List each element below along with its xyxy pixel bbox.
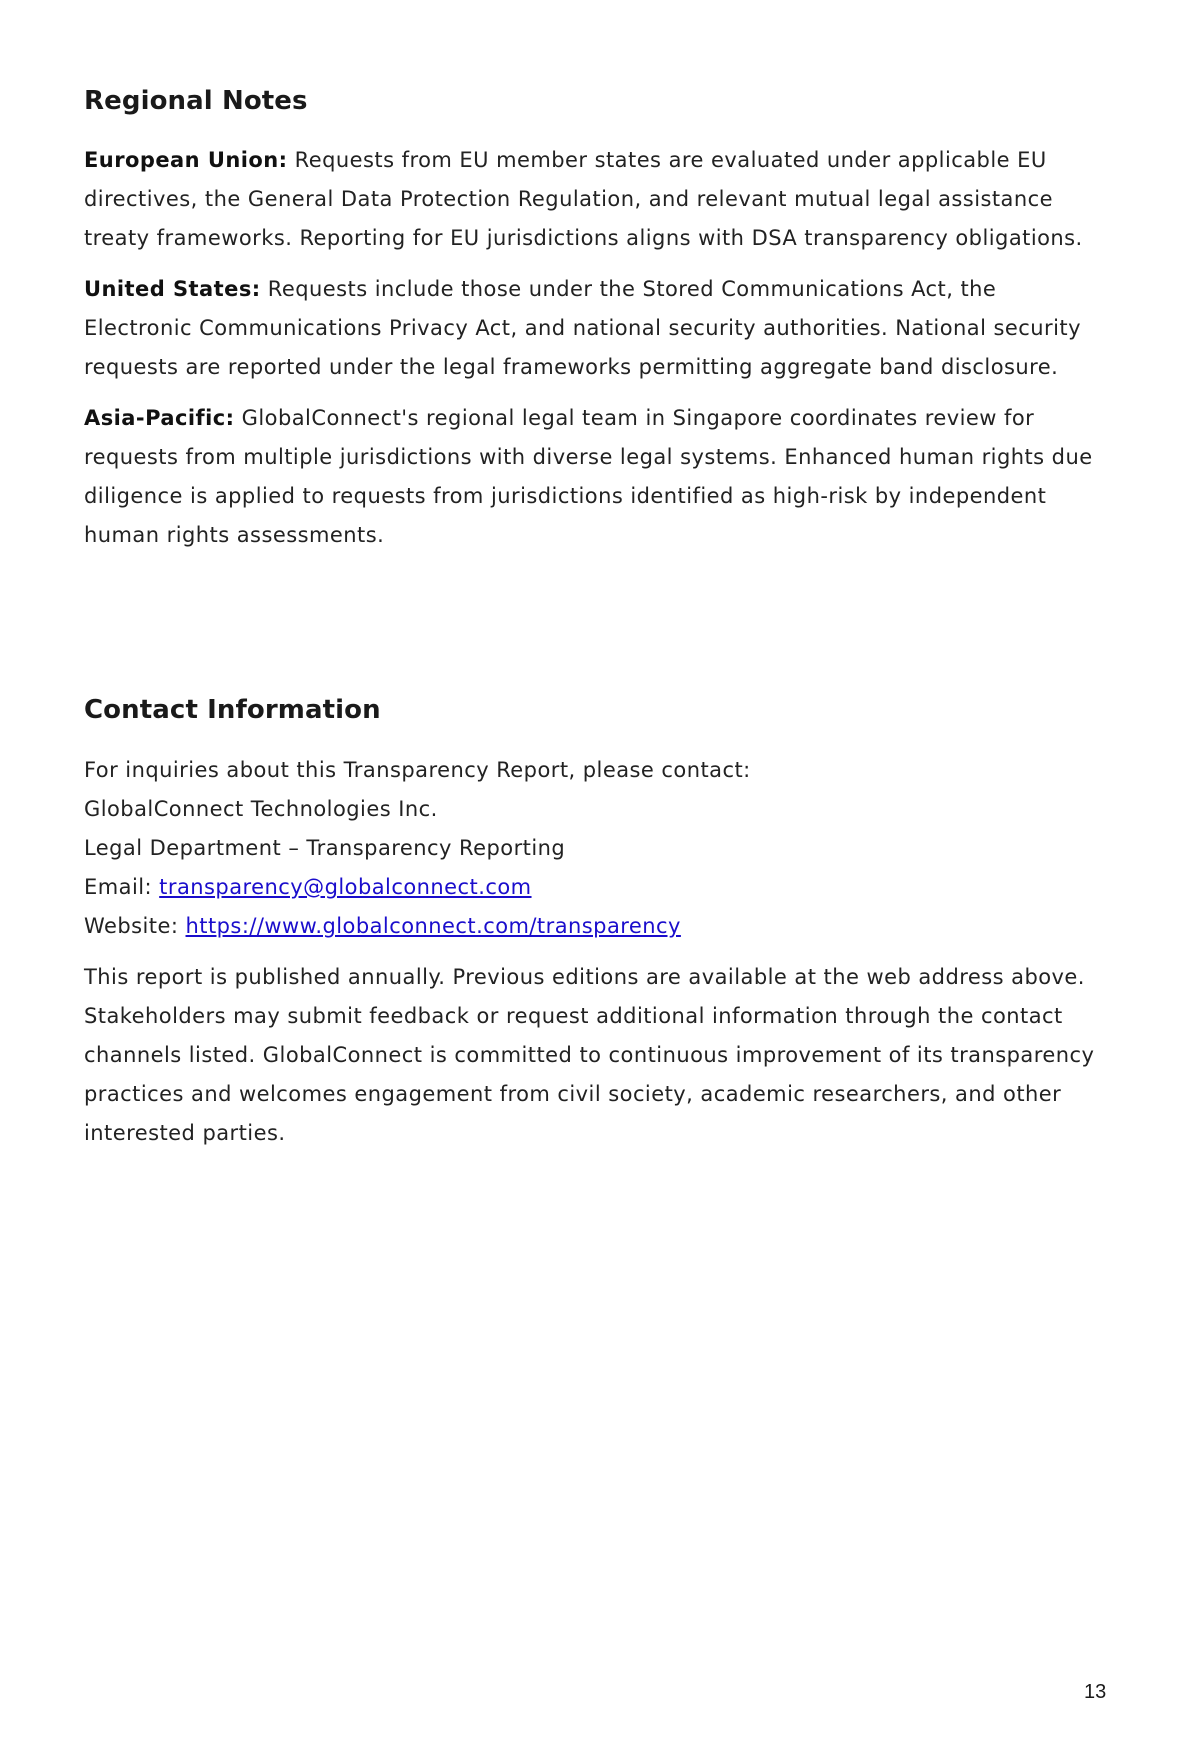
contact-website-line <box>84 907 1104 946</box>
contact-department: Legal Department – Transparency Reporting <box>84 836 566 860</box>
eu-text: Requests from EU member states are evaluated under applicable EU directives, the General Data Protection Regulation, and relevant mutual legal assistance treaty frameworks. Reporting for EU jurisdictions aligns with DSA transparency obligations. <box>84 148 1083 250</box>
contact-company: GlobalConnect Technologies Inc. <box>84 797 438 821</box>
contact-heading: Contact Information <box>84 695 381 725</box>
page-number: 13 <box>1084 1681 1107 1703</box>
email-link[interactable]: transparency@globalconnect.com <box>159 875 532 899</box>
apac-text: GlobalConnect's regional legal team in Singapore coordinates review for requests from multiple jurisdictions with diverse legal systems. Enhanced human rights due diligence is applied to requests from jurisdictions identified as high-risk by independent human rights assessments. <box>84 406 1093 547</box>
closing-paragraph: This report is published annually. Previous editions are available at the web address above. Stakeholders may submit feedback or request additional information through the contact channels listed. GlobalConnect is committed to continuous improvement of its transparency practices and welcomes engagement from civil society, academic researchers, and other interested parties. <box>84 965 1095 1145</box>
eu-lead: European Union: <box>84 148 288 172</box>
regional-notes-body <box>84 141 1104 567</box>
apac-paragraph <box>84 399 1104 555</box>
contact-intro: For inquiries about this Transparency Report, please contact: <box>84 758 751 782</box>
website-link[interactable]: https://www.globalconnect.com/transparency <box>185 914 681 938</box>
us-paragraph <box>84 270 1104 387</box>
website-label: Website: <box>84 914 186 938</box>
regional-notes-heading: Regional Notes <box>84 86 308 116</box>
us-text: Requests include those under the Stored Communications Act, the Electronic Communications Privacy Act, and national security authorities. National security requests are reported under the legal frameworks permitting aggregate band disclosure. <box>84 277 1081 379</box>
apac-lead: Asia-Pacific: <box>84 406 235 430</box>
contact-email-line <box>84 868 1104 907</box>
eu-paragraph <box>84 141 1104 258</box>
email-label: Email: <box>84 875 160 899</box>
contact-body <box>84 751 1104 1153</box>
us-lead: United States: <box>84 277 261 301</box>
